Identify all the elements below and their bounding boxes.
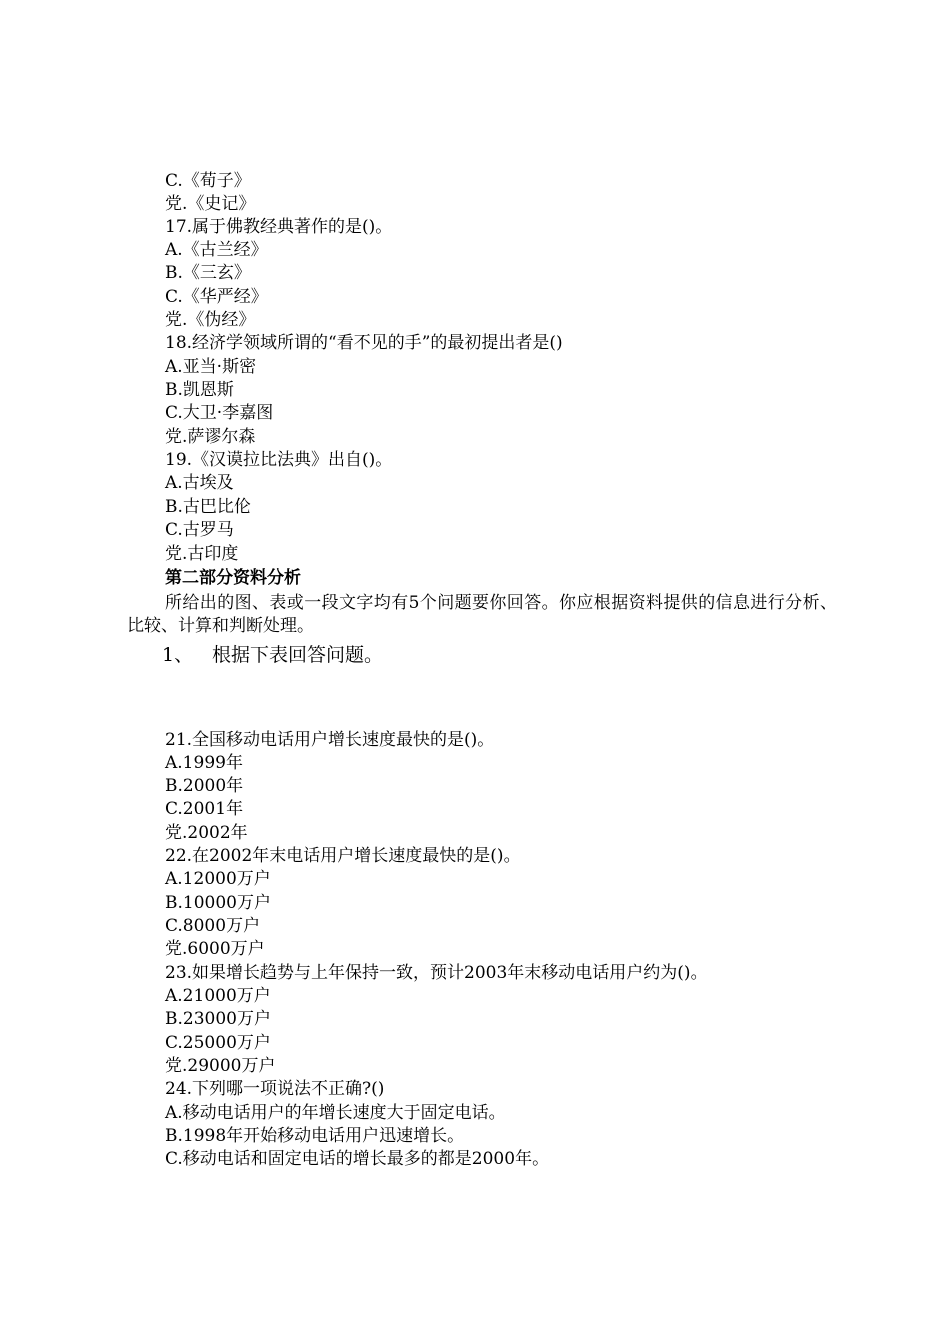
sub-item-number: 1、 bbox=[162, 644, 194, 666]
option-line: B.2000年 bbox=[165, 776, 244, 796]
option-line: C.古罗马 bbox=[165, 520, 234, 540]
option-line: 党.《伪经》 bbox=[165, 310, 256, 330]
option-line: B.1998年开始移动电话用户迅速增长。 bbox=[165, 1126, 465, 1146]
section-intro: 所给出的图、表或一段文字均有5个问题要你回答。你应根据资料提供的信息进行分析、比较、计算和判断处理。 bbox=[127, 593, 837, 636]
option-line: A.《古兰经》 bbox=[165, 240, 268, 260]
option-line: 党.《史记》 bbox=[165, 194, 256, 214]
option-line: C.25000万户 bbox=[165, 1033, 271, 1053]
option-line: C.移动电话和固定电话的增长最多的都是2000年。 bbox=[165, 1149, 550, 1169]
option-line: B.10000万户 bbox=[165, 893, 271, 913]
option-line: B.古巴比伦 bbox=[165, 497, 251, 517]
option-line: C.大卫·李嘉图 bbox=[165, 403, 274, 423]
option-line: C.2001年 bbox=[165, 799, 244, 819]
option-line: B.23000万户 bbox=[165, 1009, 271, 1029]
question-line: 19.《汉谟拉比法典》出自()。 bbox=[165, 450, 393, 470]
option-line: 党.萨谬尔森 bbox=[165, 427, 256, 447]
question-line: 18.经济学领域所谓的“看不见的手”的最初提出者是() bbox=[165, 333, 563, 353]
sub-item-text: 根据下表回答问题。 bbox=[212, 644, 384, 666]
option-line: B.《三玄》 bbox=[165, 263, 251, 283]
option-line: C.《荀子》 bbox=[165, 171, 251, 191]
option-line: A.古埃及 bbox=[165, 473, 234, 493]
option-line: 党.古印度 bbox=[165, 544, 239, 564]
option-line: A.移动电话用户的年增长速度大于固定电话。 bbox=[165, 1103, 506, 1123]
option-line: 党.29000万户 bbox=[165, 1056, 276, 1076]
section-heading: 第二部分资料分析 bbox=[165, 568, 301, 588]
question-line: 23.如果增长趋势与上年保持一致，预计2003年末移动电话用户约为()。 bbox=[165, 963, 708, 983]
option-line: 党.6000万户 bbox=[165, 939, 265, 959]
option-line: 党.2002年 bbox=[165, 823, 248, 843]
option-line: A.亚当·斯密 bbox=[165, 357, 257, 377]
option-line: A.12000万户 bbox=[165, 869, 271, 889]
question-line: 21.全国移动电话用户增长速度最快的是()。 bbox=[165, 730, 495, 750]
option-line: A.21000万户 bbox=[165, 986, 271, 1006]
question-line: 24.下列哪一项说法不正确?() bbox=[165, 1079, 385, 1099]
option-line: C.《华严经》 bbox=[165, 287, 268, 307]
question-line: 17.属于佛教经典著作的是()。 bbox=[165, 217, 393, 237]
question-line: 22.在2002年末电话用户增长速度最快的是()。 bbox=[165, 846, 521, 866]
sub-item bbox=[162, 642, 383, 668]
option-line: B.凯恩斯 bbox=[165, 380, 234, 400]
option-line: C.8000万户 bbox=[165, 916, 261, 936]
option-line: A.1999年 bbox=[165, 753, 243, 773]
